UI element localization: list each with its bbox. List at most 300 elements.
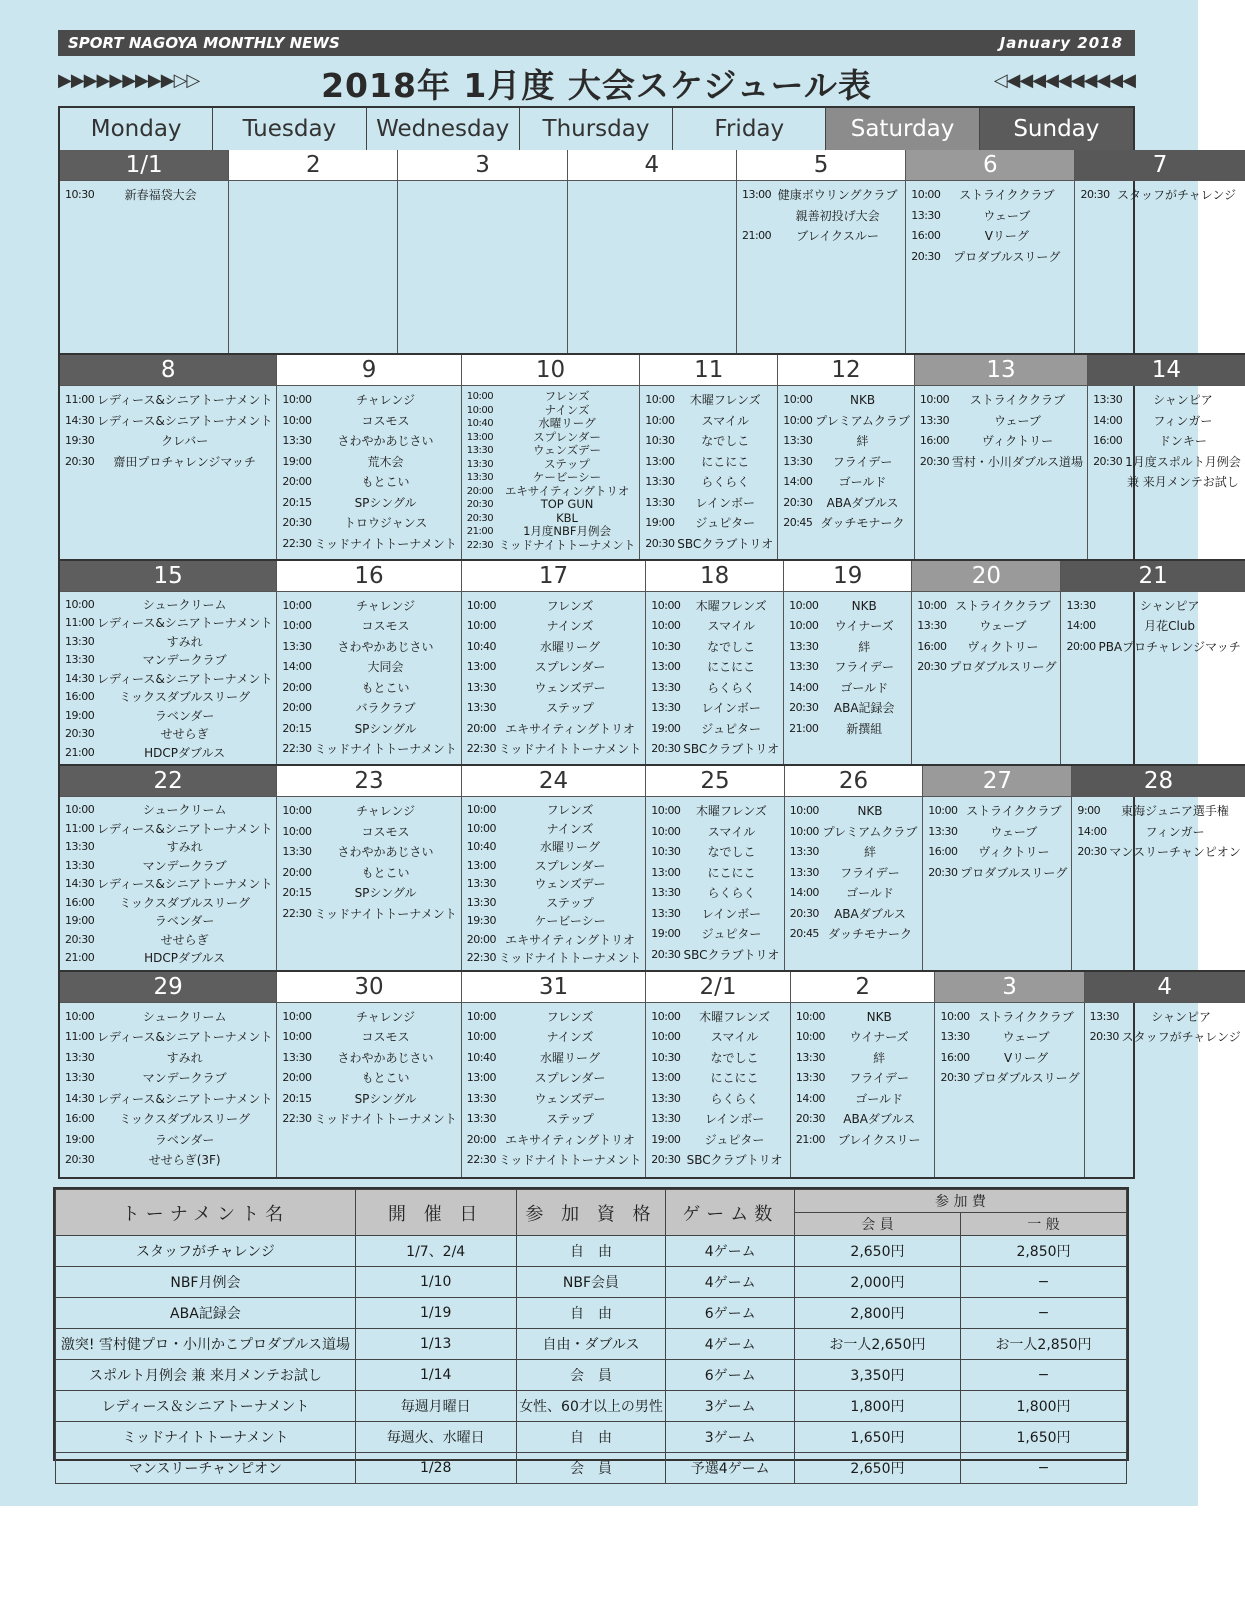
event-name: ヴィクトリー: [981, 434, 1054, 449]
event-time: 20:30: [917, 660, 947, 674]
event-time: 16:00: [919, 434, 950, 448]
event-name: スタッフがチャレンジ: [1117, 188, 1237, 202]
event-time: 19:00: [65, 1132, 95, 1146]
event-name: 親善初投げ大会: [795, 208, 880, 223]
event-name: さわやかあじさい: [337, 845, 434, 860]
event-time: 20:15: [282, 1091, 312, 1105]
event-name: すみれ: [166, 840, 203, 855]
event-date: 1/13: [355, 1329, 516, 1360]
day-cell: [462, 972, 646, 1177]
event-time: 13:30: [466, 445, 494, 457]
event-item: [920, 411, 1083, 432]
event-time: 20:30: [1077, 845, 1107, 859]
event-item: [645, 411, 773, 432]
event-item: [1077, 822, 1240, 843]
event-name: にこにこ: [707, 660, 756, 675]
general-fee: −: [960, 1267, 1126, 1298]
event-time: 10:00: [651, 824, 681, 838]
event-item: [467, 498, 636, 512]
qualification: 自由・ダブルス: [516, 1329, 666, 1360]
event-name: レディース&シニアトーナメント: [97, 1091, 273, 1106]
event-name: KBL: [556, 510, 578, 525]
event-name: ブレイクスルー: [796, 229, 879, 243]
day-number: 8: [60, 355, 276, 386]
event-time: 13:30: [795, 1071, 826, 1085]
event-time: 11:00: [65, 821, 95, 835]
event-time: 19:00: [651, 721, 681, 735]
event-time: 16:00: [940, 1050, 970, 1064]
event-item: [467, 471, 636, 485]
event-time: 13:00: [466, 858, 496, 872]
event-item: [467, 678, 641, 699]
day-number: 10: [462, 355, 640, 386]
event-item: [65, 801, 272, 820]
event-time: 13:30: [789, 845, 819, 859]
event-time: 10:00: [466, 619, 496, 633]
table-row: [56, 1267, 1127, 1298]
event-item: [65, 1048, 272, 1069]
event-item: [467, 894, 641, 913]
event-name: なでしこ: [707, 639, 756, 654]
day-number: 1/1: [60, 150, 228, 181]
event-item: [651, 1007, 786, 1028]
qualification: 自 由: [516, 1298, 666, 1329]
event-item: [940, 1007, 1079, 1028]
event-name: ゴールド: [840, 680, 889, 695]
event-name: レインボー: [701, 906, 762, 921]
col-games: ゲーム数: [666, 1190, 795, 1236]
day-cell: [646, 972, 791, 1177]
event-time: 10:00: [651, 1009, 681, 1023]
event-time: 19:00: [65, 708, 95, 722]
event-name: 雪村・小川ダブルス道場: [951, 454, 1084, 469]
event-name: フライデー: [840, 865, 900, 880]
game-count: 予選4ゲーム: [666, 1453, 795, 1484]
event-time: 13:30: [789, 639, 819, 653]
event-item: [65, 707, 272, 726]
event-time: 10:00: [651, 804, 681, 818]
event-name: ダッチモナーク: [827, 927, 912, 942]
event-item: [1066, 596, 1240, 617]
event-name: ケービーシー: [532, 470, 602, 485]
event-name: 水曜リーグ: [540, 639, 601, 654]
event-time: 20:30: [645, 536, 675, 550]
weekday-header: [60, 108, 1133, 150]
event-item: [928, 801, 1067, 822]
member-fee: 2,800円: [794, 1298, 960, 1329]
event-item: [911, 226, 1070, 247]
event-name: レディース&シニアトーナメント: [97, 1030, 273, 1045]
event-item: [796, 1007, 931, 1028]
event-item: [467, 485, 636, 499]
event-item: [651, 1048, 786, 1069]
event-item: [65, 744, 272, 763]
event-time: 21:00: [795, 1132, 826, 1146]
event-item: [651, 678, 779, 699]
event-time: 20:30: [789, 701, 819, 715]
event-name: エキサイティングトリオ: [505, 721, 635, 736]
event-name: ラベンダー: [154, 914, 215, 929]
event-item: [1066, 616, 1240, 637]
event-time: 20:30: [466, 499, 494, 511]
event-time: 20:00: [282, 475, 312, 489]
event-name: マンデークラブ: [142, 1071, 227, 1086]
event-name: なでしこ: [707, 845, 756, 860]
event-time: 13:30: [466, 701, 496, 715]
event-name: SBCクラブトリオ: [686, 1153, 783, 1168]
event-item: [783, 390, 910, 411]
event-time: 21:00: [65, 745, 95, 759]
day-cell: [640, 355, 778, 558]
general-fee: 2,850円: [960, 1236, 1126, 1267]
event-item: [65, 875, 272, 894]
event-name: 大同会: [367, 660, 404, 675]
event-name: 健康ボウリングクラブ: [777, 188, 898, 202]
event-item: [282, 1089, 456, 1110]
day-cell: [462, 355, 641, 558]
event-item: [467, 1130, 641, 1151]
event-name: レディース&シニアトーナメント: [97, 413, 273, 428]
event-time: 14:00: [1077, 824, 1107, 838]
event-time: 13:30: [645, 475, 675, 489]
event-name: 水曜リーグ: [538, 416, 596, 431]
event-time: 21:00: [741, 229, 772, 242]
event-item: [789, 637, 907, 658]
event-item: [790, 924, 919, 945]
game-count: 4ゲーム: [666, 1267, 795, 1298]
event-time: 11:00: [65, 616, 95, 630]
event-list: [60, 797, 276, 968]
day-number: 3: [935, 972, 1083, 1003]
event-item: [65, 1007, 272, 1028]
event-item: [65, 1130, 272, 1151]
event-name: レディース&シニアトーナメント: [97, 877, 273, 892]
event-item: [796, 1130, 931, 1151]
event-time: 20:15: [282, 721, 312, 735]
event-time: 10:00: [917, 598, 947, 612]
event-name: ストライククラブ: [969, 393, 1066, 408]
event-time: 13:30: [65, 858, 95, 872]
event-time: 14:30: [65, 671, 95, 685]
event-name: らくらく: [710, 1091, 759, 1106]
general-fee: お一人2,850円: [960, 1329, 1126, 1360]
day-number: 20: [912, 561, 1060, 592]
event-time: 20:30: [651, 742, 681, 756]
day-cell: [646, 561, 784, 764]
event-name: PBAプロチャレンジマッチ: [1098, 639, 1241, 654]
event-list: [640, 386, 777, 554]
event-time: 20:45: [783, 516, 813, 530]
col-qualification: 参 加 資 格: [516, 1190, 666, 1236]
event-time: 13:00: [466, 1071, 496, 1085]
day-cell: [60, 355, 277, 558]
event-time: 14:00: [282, 660, 312, 674]
event-name: ダッチモナーク: [820, 516, 905, 531]
event-list: [915, 386, 1087, 472]
event-time: 16:00: [928, 845, 958, 859]
event-item: [282, 493, 456, 514]
event-item: [282, 678, 456, 699]
week-row: [60, 766, 1245, 971]
event-item: [790, 822, 919, 843]
event-list: [277, 386, 460, 554]
week-row: [60, 150, 1245, 355]
event-time: 10:00: [651, 619, 681, 633]
event-item: [65, 651, 272, 670]
event-item: [467, 458, 636, 472]
day-cell: [462, 766, 646, 969]
event-item: [796, 1027, 931, 1048]
event-date: 1/14: [355, 1360, 516, 1391]
calendar-weeks: [60, 150, 1241, 1177]
event-time: 13:00: [466, 660, 496, 674]
event-time: 13:30: [651, 1112, 681, 1126]
event-name: 水曜リーグ: [540, 1050, 601, 1065]
event-name: プロダブルスリーグ: [960, 865, 1068, 880]
event-date: 毎週火、水曜日: [355, 1422, 516, 1453]
event-item: [1090, 1007, 1241, 1028]
event-item: [467, 1027, 641, 1048]
event-item: [789, 678, 907, 699]
event-time: 20:30: [789, 906, 819, 920]
day-cell: [60, 150, 229, 353]
event-list: [462, 592, 645, 760]
event-time: 10:30: [651, 1050, 681, 1064]
header-bar: [58, 30, 1135, 56]
event-item: [467, 857, 641, 876]
day-number: 14: [1088, 355, 1245, 386]
day-cell: [277, 972, 461, 1177]
weekday-thursday: Thursday: [520, 108, 673, 152]
event-name: SBCクラブトリオ: [677, 536, 774, 551]
event-name: HDCPダブルス: [144, 745, 226, 760]
event-item: [920, 431, 1083, 452]
event-time: [1093, 472, 1125, 493]
event-name: ABAダブルス: [826, 495, 899, 510]
day-number: 5: [737, 150, 905, 181]
event-item: [796, 1109, 931, 1130]
day-cell: [915, 355, 1088, 558]
event-time: 19:30: [65, 434, 95, 448]
event-item: [65, 633, 272, 652]
event-item: [467, 539, 636, 553]
event-list: [462, 797, 645, 968]
event-time: 20:00: [1066, 639, 1096, 653]
event-time: 11:00: [65, 1030, 95, 1044]
event-item: [651, 1130, 786, 1151]
day-number: 2: [791, 972, 935, 1003]
event-item: [789, 698, 907, 719]
event-item: [651, 719, 779, 740]
calendar: [58, 106, 1241, 1179]
event-name: なでしこ: [710, 1050, 759, 1065]
event-date: 1/19: [355, 1298, 516, 1329]
event-time: 10:30: [651, 639, 681, 653]
event-item: [467, 1089, 641, 1110]
event-time: 20:30: [282, 516, 312, 530]
event-time: 19:00: [282, 454, 312, 468]
event-time: 10:00: [911, 188, 941, 201]
event-time: 20:30: [651, 947, 681, 961]
event-list: [1075, 181, 1244, 206]
event-name: スマイル: [701, 413, 750, 428]
event-name: フライデー: [832, 454, 893, 469]
event-name: プロダブルスリーグ: [953, 249, 1061, 264]
event-time: 20:15: [282, 495, 312, 509]
event-item: [467, 820, 641, 839]
event-name: フレンズ: [546, 1009, 594, 1024]
day-cell: [935, 972, 1084, 1177]
event-name: ABA記録会: [833, 701, 895, 716]
event-time: 10:30: [651, 845, 681, 859]
tournament-name: スタッフがチャレンジ: [56, 1236, 356, 1267]
event-time: 16:00: [917, 639, 947, 653]
event-time: 13:30: [651, 701, 681, 715]
general-fee: −: [960, 1298, 1126, 1329]
day-cell: [791, 972, 936, 1177]
event-name: にこにこ: [701, 454, 750, 469]
event-item: [651, 883, 780, 904]
event-item: [467, 949, 641, 968]
table-row: [56, 1453, 1127, 1484]
day-cell: [778, 355, 915, 558]
general-fee: −: [960, 1453, 1126, 1484]
weekday-sunday: Sunday: [980, 108, 1133, 152]
event-name: レインボー: [704, 1112, 765, 1127]
event-time: 13:30: [65, 1071, 95, 1085]
event-name: 木曜フレンズ: [696, 804, 767, 819]
day-number: 19: [784, 561, 911, 592]
event-name: エキサイティングトリオ: [505, 932, 635, 947]
event-list: [778, 386, 914, 534]
event-item: [790, 801, 919, 822]
game-count: 4ゲーム: [666, 1236, 795, 1267]
event-time: 10:00: [789, 804, 819, 818]
event-item: [282, 637, 456, 658]
event-time: 20:00: [282, 865, 312, 879]
game-count: 3ゲーム: [666, 1422, 795, 1453]
event-name: フレンズ: [546, 598, 594, 613]
event-date: 1/10: [355, 1267, 516, 1298]
event-item: [1077, 842, 1240, 863]
event-time: 13:30: [651, 1091, 681, 1105]
event-time: 10:00: [651, 1030, 681, 1044]
event-list: [1088, 386, 1245, 493]
event-name: ABAダブルス: [834, 906, 906, 921]
general-fee: 1,650円: [960, 1422, 1126, 1453]
event-name: ウェーブ: [983, 208, 1031, 223]
event-time: 20:00: [466, 932, 496, 946]
event-list: [1072, 797, 1244, 863]
event-time: 10:00: [466, 391, 494, 403]
event-name: ラベンダー: [154, 1132, 215, 1147]
event-name: ステップ: [546, 1112, 594, 1127]
event-item: [1093, 390, 1241, 411]
event-item: [911, 206, 1070, 227]
event-time: 13:30: [789, 660, 819, 674]
event-name: ジュピター: [704, 1132, 765, 1147]
event-item: [940, 1068, 1079, 1089]
event-item: [282, 616, 456, 637]
event-item: [651, 945, 780, 966]
event-item: [789, 596, 907, 617]
event-name: 絆: [873, 1050, 886, 1065]
event-time: 19:00: [651, 1132, 681, 1146]
event-time: 13:30: [282, 639, 312, 653]
event-time: 19:00: [651, 927, 681, 941]
event-item: [645, 493, 773, 514]
table-row: [56, 1329, 1127, 1360]
event-name: さわやかあじさい: [337, 1050, 434, 1065]
event-time: 10:00: [795, 1030, 826, 1044]
event-item: [467, 596, 641, 617]
day-number: 23: [277, 766, 460, 797]
event-item: [467, 801, 641, 820]
event-time: 22:30: [466, 951, 496, 965]
event-item: [282, 472, 456, 493]
day-number: 2/1: [646, 972, 790, 1003]
day-number: 25: [646, 766, 784, 797]
event-time: 13:30: [466, 1091, 496, 1105]
event-time: 19:30: [466, 914, 496, 928]
day-number: 11: [640, 355, 777, 386]
event-name: SPシングル: [354, 495, 417, 510]
event-name: ストライククラブ: [955, 598, 1051, 613]
event-time: 10:00: [940, 1009, 970, 1023]
event-time: 14:30: [65, 1091, 95, 1105]
day-cell: [60, 766, 277, 969]
event-name: らくらく: [707, 886, 756, 901]
event-time: 10:00: [466, 1009, 496, 1023]
event-list: [923, 797, 1071, 883]
event-name: レディース&シニアトーナメント: [97, 393, 273, 408]
event-item: [917, 616, 1056, 637]
event-list: [1085, 1003, 1245, 1048]
event-item: [282, 883, 456, 904]
day-cell: [646, 766, 785, 969]
event-time: 10:00: [928, 804, 958, 818]
game-count: 3ゲーム: [666, 1391, 795, 1422]
event-item: [651, 1109, 786, 1130]
event-item: [742, 226, 901, 247]
event-time: 10:40: [466, 639, 496, 653]
issue-date: January 2018: [999, 34, 1123, 52]
event-name: 新春福袋大会: [124, 188, 197, 202]
fee-rows: [56, 1236, 1127, 1484]
event-item: [940, 1048, 1079, 1069]
event-name: にこにこ: [710, 1071, 759, 1086]
event-item: [928, 863, 1067, 884]
event-time: 20:30: [65, 932, 95, 946]
event-time: 13:30: [645, 495, 675, 509]
event-name: ウェーブ: [994, 413, 1041, 428]
day-number: 13: [915, 355, 1087, 386]
event-time: 10:00: [645, 393, 675, 407]
event-name: ミッドナイトトーナメント: [314, 1112, 457, 1127]
event-name: さわやかあじさい: [337, 639, 434, 654]
event-time: 14:00: [1093, 413, 1123, 427]
table-row: [56, 1391, 1127, 1422]
event-name: 絆: [863, 845, 876, 860]
event-time: 22:30: [466, 539, 494, 551]
event-time: 13:30: [282, 434, 312, 448]
qualification: 自 由: [516, 1422, 666, 1453]
event-item: [467, 616, 641, 637]
event-time: 16:00: [65, 690, 95, 704]
event-name: スプレンダー: [533, 429, 601, 444]
event-name: ミッドナイトトーナメント: [314, 536, 457, 551]
event-item: [651, 739, 779, 760]
